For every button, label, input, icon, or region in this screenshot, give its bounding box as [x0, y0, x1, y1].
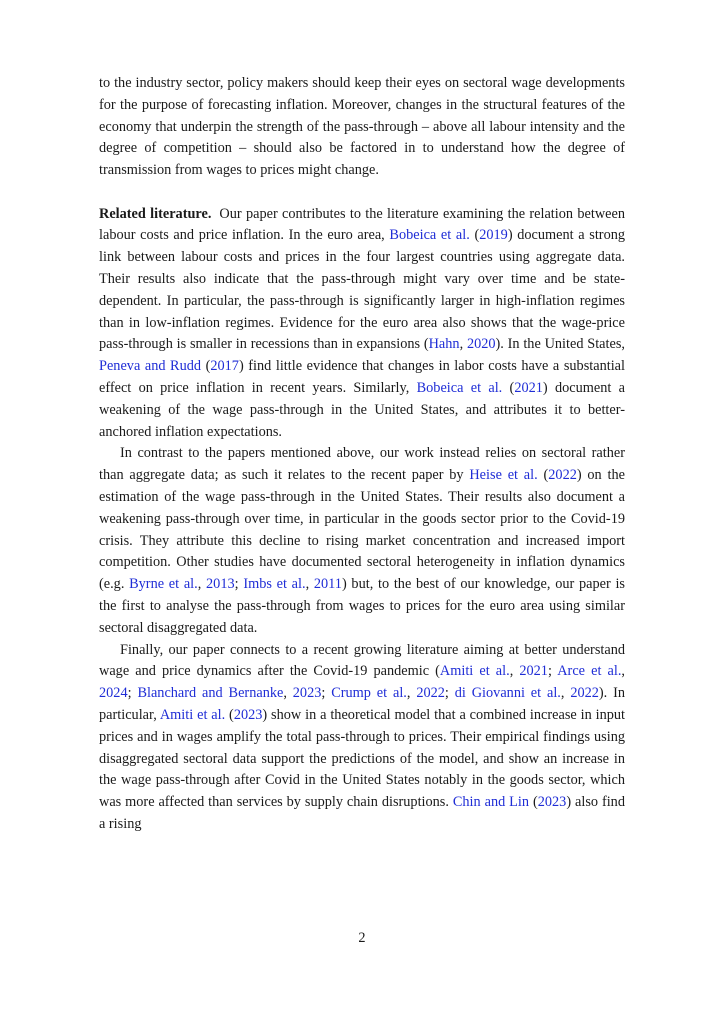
- section-heading: Related literature.: [99, 205, 212, 222]
- citation-link[interactable]: Bobeica et al.: [389, 227, 470, 244]
- paragraph-sectoral-data: In contrast to the papers mentioned above, our work instead relies on sectoral rather than aggregate data; as such it relates to the recent paper by Heise et al. (2022) on the estimation of the wage pass-through in the United States. Their results also document a weakening pass-through over time, in particular in the goods sector prior to the Covid-19 crisis. They attribute this decline to rising market concentration and increased import competition. Other studies have documented sectoral heterogeneity in inflation dynamics (e.g. Byrne et al., 2013; Imbs et al., 2011) but, to the best of our knowledge, our paper is the first to analyse the pass-through from wages to prices for the euro area using similar sectoral disaggregated data.: [99, 445, 625, 636]
- citation-year-link[interactable]: 2017: [210, 358, 239, 375]
- paragraph-text: to the industry sector, policy makers should keep their eyes on sectoral wage developments for the purpose of forecasting inflation. Moreover, changes in the structural features of the economy that underpin the strength of the pass-through – above all labour intensity and the degree of competition – should also be factored in to understand how the degree of transmission from wages to prices might change.: [99, 75, 625, 179]
- paragraph-related-literature: Related literature. Our paper contributes to the literature examining the relation between labour costs and price inflation. In the euro area, Bobeica et al. (2019) document a strong link between labour costs and prices in the four largest countries using aggregate data. Their results also indicate that the pass-through might vary over time and be state-dependent. In particular, the pass-through is significantly larger in high-inflation regimes than in low-inflation regimes. Evidence for the euro area also shows that the wage-price pass-through is smaller in recessions than in expansions (Hahn, 2020). In the United States, Peneva and Rudd (2017) find little evidence that changes in labor costs have a substantial effect on price inflation in recent years. Similarly, Bobeica et al. (2021) document a weakening of the wage pass-through in the United States, and attributes it to better-anchored inflation expectations.: [99, 205, 626, 440]
- citation-year-link[interactable]: 2023: [292, 685, 322, 702]
- citation-year-link[interactable]: 2024: [99, 685, 128, 702]
- citation-link[interactable]: Bobeica et al.: [416, 380, 503, 397]
- citation-year-link[interactable]: 2011: [313, 576, 342, 593]
- citation-year-link[interactable]: 2021: [519, 663, 548, 680]
- citation-link[interactable]: Amiti et al.: [159, 707, 226, 723]
- citation-year-link[interactable]: 2023: [233, 707, 263, 723]
- citation-year-link[interactable]: 2013: [206, 576, 235, 593]
- paragraph-intro-end: [99, 73, 625, 182]
- citation-link[interactable]: Imbs et al.: [243, 576, 306, 593]
- citation-link[interactable]: Peneva and Rudd: [99, 358, 202, 375]
- citation-link[interactable]: di Giovanni et al.: [454, 685, 561, 702]
- citation-year-link[interactable]: 2019: [479, 227, 508, 244]
- citation-year-link[interactable]: 2022: [548, 467, 577, 484]
- page-number: 2: [358, 930, 366, 946]
- citation-year-link[interactable]: 2022: [416, 685, 445, 702]
- citation-link[interactable]: Blanchard and Bernanke: [137, 685, 284, 702]
- citation-link[interactable]: Chin and Lin: [452, 794, 530, 811]
- citation-link[interactable]: Heise et al.: [469, 467, 538, 484]
- paragraph-covid-literature: Finally, our paper connects to a recent growing literature aiming at better understand wage and price dynamics after the Covid-19 pandemic (Amiti et al., 2021; Arce et al., 2024; Blanchard and Bernanke, 2023; Crump et al., 2022; di Giovanni et al., 2022). In particular, Amiti et al. (2023) show in a theoretical model that a combined increase in input prices and in wages amplify the total pass-through to prices. Their empirical findings using disaggregated sectoral data support the predictions of the model, and show an increase in the wage pass-through after Covid in the United States notably in the goods sector, which was more affected than services by supply chain disruptions. Chin and Lin (2023) also find a rising: [99, 641, 626, 832]
- paper-body: [99, 73, 625, 836]
- citation-year-link[interactable]: 2022: [570, 685, 599, 702]
- citation-link[interactable]: Byrne et al.: [129, 576, 198, 593]
- citation-link[interactable]: Crump et al.: [331, 685, 407, 702]
- citation-year-link[interactable]: 2023: [537, 794, 567, 811]
- citation-link[interactable]: Amiti et al.: [439, 663, 510, 680]
- citation-link[interactable]: Arce et al.: [557, 663, 622, 680]
- citation-year-link[interactable]: 2021: [514, 380, 543, 397]
- citation-link[interactable]: Hahn: [428, 336, 460, 353]
- citation-year-link[interactable]: 2020: [466, 336, 496, 353]
